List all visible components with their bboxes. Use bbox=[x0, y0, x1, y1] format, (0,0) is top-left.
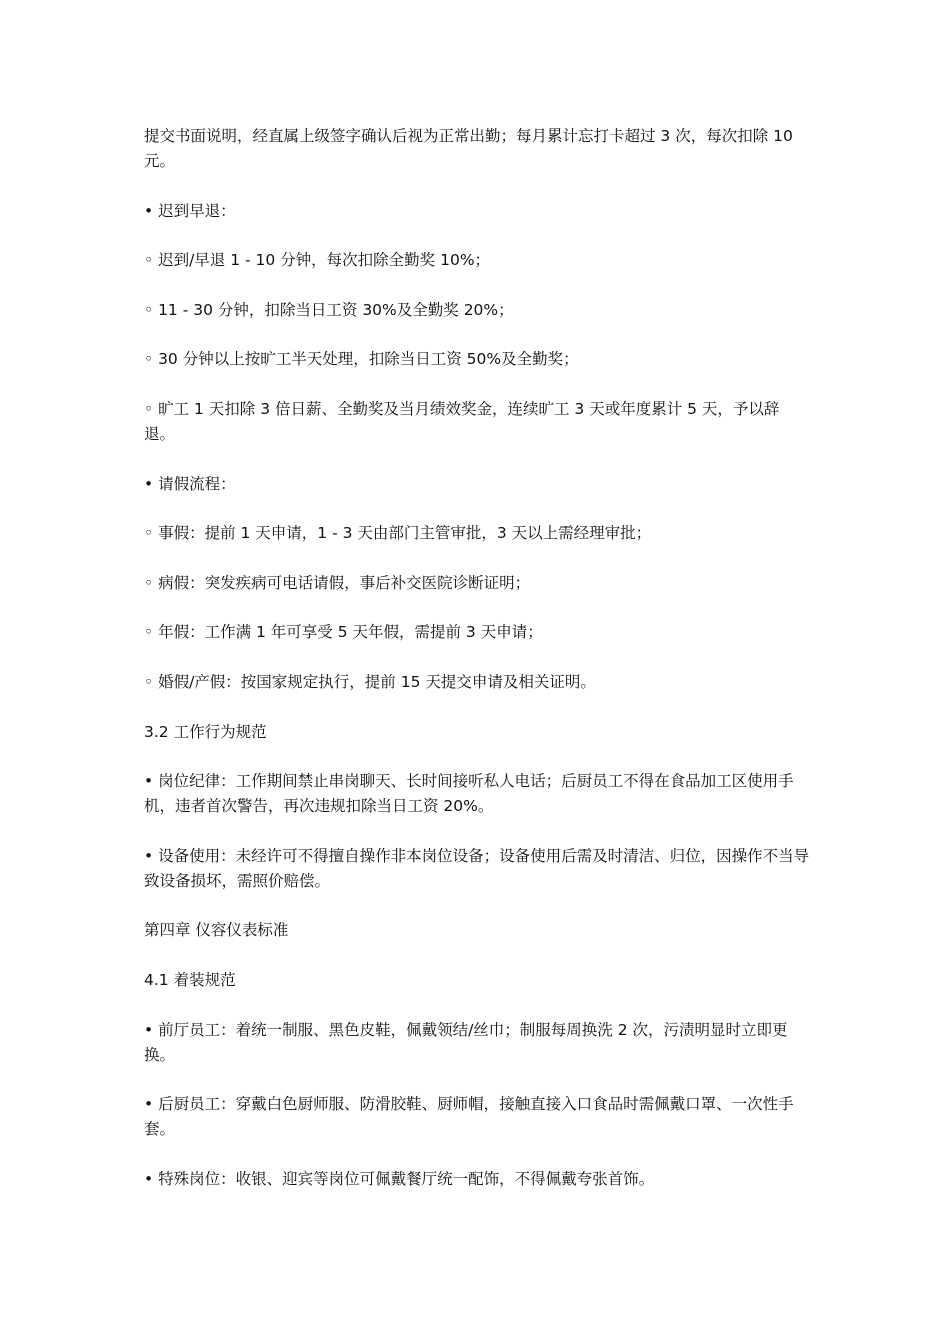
sub-item-annual-leave: ◦ 年假：工作满 1 年可享受 5 天年假，需提前 3 天申请； bbox=[144, 623, 543, 642]
sub-item-late-11-30: ◦ 11 - 30 分钟，扣除当日工资 30%及全勤奖 20%； bbox=[144, 300, 514, 319]
bullet-leave-process: • 请假流程： bbox=[144, 474, 236, 493]
sub-item-late-over-30: ◦ 30 分钟以上按旷工半天处理，扣除当日工资 50%及全勤奖； bbox=[144, 350, 579, 369]
section-heading-3-2: 3.2 工作行为规范 bbox=[144, 722, 267, 741]
document-body bbox=[144, 124, 810, 1216]
bullet-late-early-leave: • 迟到早退： bbox=[144, 201, 236, 220]
bullet-kitchen-staff-dress: • 后厨员工：穿戴白色厨师服、防滑胶鞋、厨师帽，接触直接入口食品时需佩戴口罩、一次性手套。 bbox=[144, 1095, 794, 1139]
bullet-equipment-use: • 设备使用：未经许可不得擅自操作非本岗位设备；设备使用后需及时清洁、归位，因操作不当导致设备损坏，需照价赔偿。 bbox=[144, 846, 810, 890]
bullet-front-staff-dress: • 前厅员工：着统一制服、黑色皮鞋，佩戴领结/丝巾；制服每周换洗 2 次，污渍明显时立即更换。 bbox=[144, 1020, 788, 1064]
sub-item-marriage-maternity-leave: ◦ 婚假/产假：按国家规定执行，提前 15 天提交申请及相关证明。 bbox=[144, 672, 596, 691]
sub-item-absenteeism: ◦ 旷工 1 天扣除 3 倍日薪、全勤奖及当月绩效奖金，连续旷工 3 天或年度累计 5 天，予以辞退。 bbox=[144, 399, 780, 443]
sub-item-personal-leave: ◦ 事假：提前 1 天申请，1 - 3 天由部门主管审批，3 天以上需经理审批； bbox=[144, 524, 652, 543]
chapter-heading-4: 第四章 仪容仪表标准 bbox=[144, 921, 289, 940]
section-heading-4-1: 4.1 着装规范 bbox=[144, 970, 236, 989]
bullet-post-discipline: • 岗位纪律：工作期间禁止串岗聊天、长时间接听私人电话；后厨员工不得在食品加工区使用手机，违者首次警告，再次违规扣除当日工资 20%。 bbox=[144, 772, 794, 816]
sub-item-sick-leave: ◦ 病假：突发疾病可电话请假，事后补交医院诊断证明； bbox=[144, 573, 531, 592]
bullet-special-posts-dress: • 特殊岗位：收银、迎宾等岗位可佩戴餐厅统一配饰，不得佩戴夸张首饰。 bbox=[144, 1169, 655, 1188]
sub-item-late-1-10: ◦ 迟到/早退 1 - 10 分钟，每次扣除全勤奖 10%； bbox=[144, 251, 491, 270]
paragraph-attendance-note: 提交书面说明，经直属上级签字确认后视为正常出勤；每月累计忘打卡超过 3 次，每次扣除 10 元。 bbox=[144, 127, 793, 170]
